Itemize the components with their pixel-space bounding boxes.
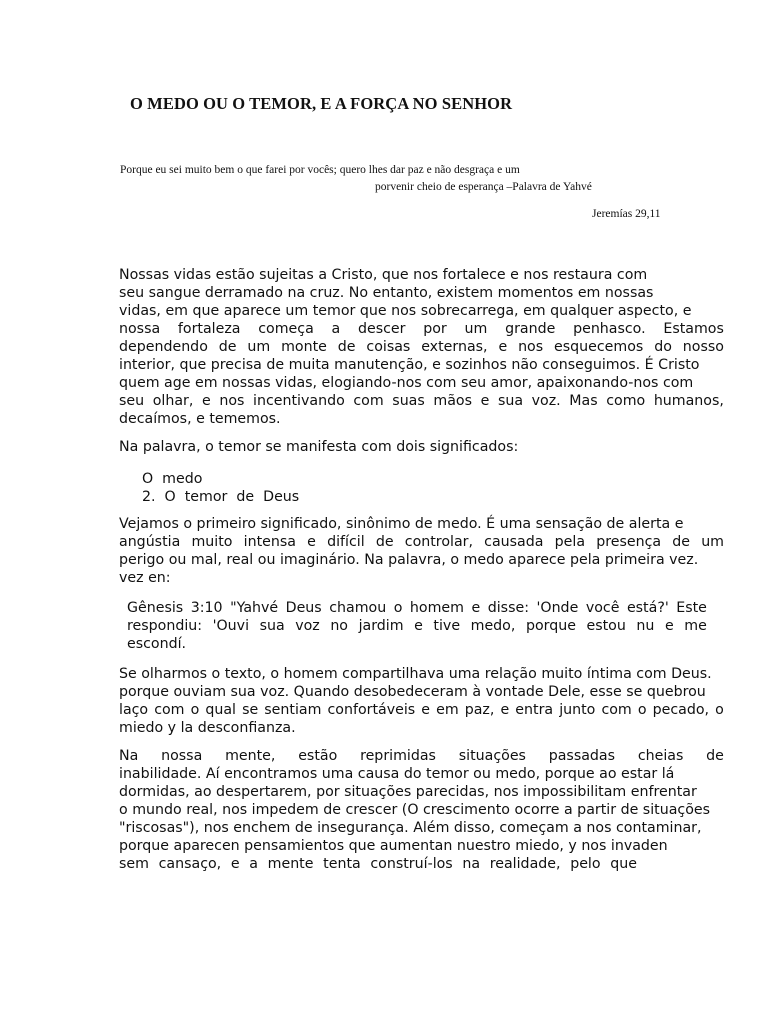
word: estão [298,748,338,764]
paragraph-1 [119,266,724,428]
word: mãos [433,393,472,409]
word: pelo [570,856,601,872]
bible-quote-line [127,599,707,617]
word: um [464,321,488,337]
word: Mas [569,393,598,409]
word: de [672,534,690,550]
word: voz [295,618,320,634]
word: Deus [285,600,322,616]
word: cheias [637,748,684,764]
word: sua [259,618,285,634]
word: o [190,702,200,718]
bible-quote-paragraph [127,599,707,653]
word: na [462,856,481,872]
word: seu [119,393,145,409]
word: estou [586,618,626,634]
word: monte [281,339,327,355]
word: que [610,856,637,872]
word: nossa [161,748,203,764]
word: em [436,702,459,718]
word: externas, [421,339,488,355]
word: de [218,339,237,355]
word: controlar, [404,534,473,550]
paragraph-6-line: dormidas, ao despertarem, por situações parecidas, nos impossibilitam enfrentar [119,784,697,800]
paragraph-6-line: o mundo real, nos impedem de crescer (O crescimento ocorre a partir de situações [119,802,710,818]
word: e [414,618,423,634]
word: junto [559,702,596,718]
word: pecado, [652,702,710,718]
word: passadas [548,748,616,764]
word: pela [554,534,586,550]
word: laço [119,702,149,718]
list-item: 2. O temor de Deus [142,489,300,505]
word: como [606,393,646,409]
word: construí-los [370,856,453,872]
word: fortaleza [177,321,241,337]
word: por [423,321,447,337]
paragraph-3 [119,515,724,587]
word: suas [392,393,425,409]
paragraph-6 [119,747,724,873]
paragraph-6-line: inabilidade. Aí encontramos uma causa do temor ou medo, porque ao estar lá [119,766,675,782]
word: com [154,702,185,718]
paragraph-1-line: decaímos, e tememos. [119,411,281,427]
list-item: O medo [142,471,203,487]
word: Este [676,600,707,616]
word: nu [636,618,655,634]
paragraph-6-line [119,747,724,765]
word: humanos, [653,393,724,409]
paragraph-2 [119,438,724,456]
word: descer [357,321,406,337]
word: tenta [323,856,361,872]
word: jardim [358,618,404,634]
word: esquecemos [554,339,644,355]
word: do [654,339,672,355]
word: chamou [329,600,387,616]
paragraph-6-line: porque aparecen pensamientos que aumentan nuestro miedo, y nos invaden [119,838,668,854]
paragraph-1-line: vidas, em que aparece um temor que nos sobrecarrega, em qualquer aspecto, e [119,303,692,319]
paragraph-6-line: "riscosas"), nos enchem de insegurança. Além disso, começam a nos contaminar, [119,820,702,836]
paragraph-1-line [119,392,724,410]
word: medo, [470,618,516,634]
word: 'Onde [536,600,579,616]
document-title: O MEDO OU O TEMOR, E A FORÇA NO SENHOR [130,94,513,113]
paragraph-6-line [119,855,637,873]
word: e [230,856,240,872]
meanings-list [142,470,747,506]
paragraph-5-line: Se olharmos o texto, o homem compartilhava uma relação muito íntima com Deus. [119,666,712,682]
word: com [601,702,632,718]
paragraph-2-line: Na palavra, o temor se manifesta com dois significados: [119,439,519,455]
word: presença [596,534,662,550]
word: angústia [119,534,181,550]
word: me [684,618,707,634]
word: o [637,702,647,718]
paragraph-3-line [119,533,724,551]
word: reprimidas [360,748,436,764]
word: intensa [243,534,296,550]
word: Na [119,748,139,764]
word: nosso [682,339,724,355]
word: confortáveis [327,702,416,718]
paragraph-5-line: miedo y la desconfianza. [119,720,296,736]
word: paz, [464,702,495,718]
word: muito [191,534,233,550]
word: nos [219,393,245,409]
word: causada [484,534,544,550]
word: sua [497,393,524,409]
word: e [307,534,316,550]
word: um [701,534,724,550]
word: difícil [327,534,365,550]
word: Gênesis [127,600,184,616]
word: um [247,339,271,355]
word: está?' [626,600,669,616]
paragraph-5-line [119,701,724,719]
word: nos [518,339,544,355]
word: realidade, [489,856,561,872]
word: com [353,393,384,409]
bible-quote-line [127,617,707,635]
word: de [337,339,356,355]
word: tive [433,618,461,634]
word: cansaço, [158,856,222,872]
word: porque [525,618,576,634]
word: você [585,600,620,616]
paragraph-1-line: interior, que precisa de muita manutenção, e sozinhos não conseguimos. É Cristo [119,357,700,373]
epigraph-reference: Jeremías 29,11 [592,208,661,220]
word: o [393,600,403,616]
word: situações [458,748,526,764]
word: incentivando [253,393,345,409]
word: sem [119,856,149,872]
word: nossa [119,321,161,337]
word: mente [267,856,314,872]
word: homem [409,600,464,616]
paragraph-1-line: quem age em nossas vidas, elogiando-nos com seu amor, apaixonando-nos com [119,375,694,391]
bible-quote-line: escondí. [127,636,187,652]
word: e [480,393,490,409]
word: e [202,393,211,409]
word: se [242,702,259,718]
paragraph-1-line [119,338,724,356]
word: disse: [487,600,529,616]
paragraph-1-line: Nossas vidas estão sujeitas a Cristo, que nos fortalece e nos restaura com [119,267,648,283]
word: 'Ouvi [212,618,250,634]
word: de [706,748,724,764]
word: olhar, [152,393,194,409]
paragraph-3-line: vez en: [119,570,171,586]
word: no [330,618,348,634]
word: qual [205,702,236,718]
word: entra [515,702,554,718]
word: e [500,702,510,718]
word: coisas [366,339,411,355]
epigraph-line-2: porvenir cheio de esperança –Palavra de Yahvé [375,181,592,193]
paragraph-1-line: seu sangue derramado na cruz. No entanto, existem momentos em nossas [119,285,654,301]
word: 3:10 [190,600,223,616]
word: e [664,618,674,634]
word: sentiam [264,702,322,718]
word: a [331,321,341,337]
word: dependendo [119,339,208,355]
word: e [421,702,431,718]
word: mente, [225,748,276,764]
paragraph-1-line [119,320,724,338]
word: respondiu: [127,618,203,634]
word: a [249,856,258,872]
word: de [375,534,394,550]
paragraph-5 [119,665,724,737]
word: grande [505,321,556,337]
paragraph-5-line: porque ouviam sua voz. Quando desobedeceram à vontade Dele, esse se quebrou [119,684,706,700]
word: "Yahvé [230,600,279,616]
word: voz. [531,393,561,409]
paragraph-3-line: perigo ou mal, real ou imaginário. Na palavra, o medo aparece pela primeira vez. [119,552,699,568]
word: penhasco. [573,321,646,337]
word: o [715,702,724,718]
epigraph-line-1: Porque eu sei muito bem o que farei por vocês; quero lhes dar paz e não desgraça e um [120,164,520,176]
word: Estamos [663,321,724,337]
word: e [471,600,481,616]
paragraph-3-line: Vejamos o primeiro significado, sinônimo de medo. É uma sensação de alerta e [119,516,684,532]
word: e [498,339,508,355]
word: começa [258,321,314,337]
